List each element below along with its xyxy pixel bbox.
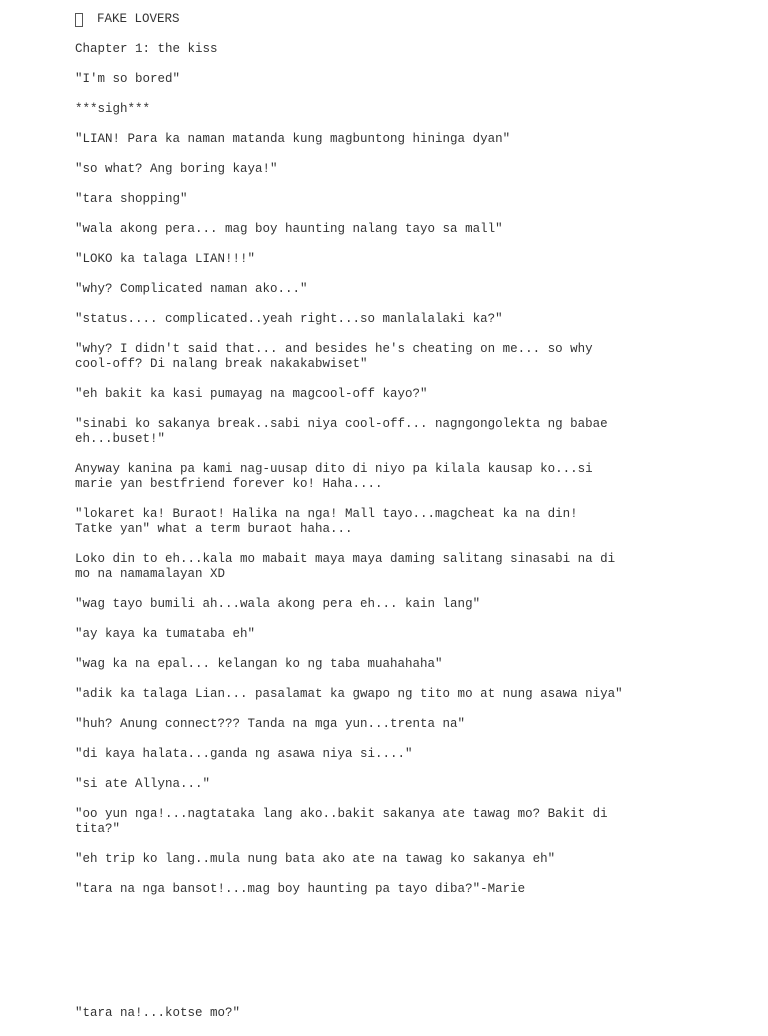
- paragraph: "tara shopping": [75, 192, 188, 206]
- paragraph: "why? I didn't said that... and besides he's cheating on me... so why cool-off? Di nalang break nakakabwiset": [75, 342, 593, 371]
- paragraph: "why? Complicated naman ako...": [75, 282, 308, 296]
- missing-glyph-icon: [75, 13, 83, 27]
- paragraph: "LIAN! Para ka naman matanda kung magbuntong hininga dyan": [75, 132, 511, 146]
- paragraph: "LOKO ka talaga LIAN!!!": [75, 252, 256, 266]
- paragraph: "oo yun nga!...nagtataka lang ako..bakit sakanya ate tawag mo? Bakit di tita?": [75, 807, 608, 836]
- paragraph: "I'm so bored": [75, 72, 181, 86]
- paragraph: "eh bakit ka kasi pumayag na magcool-off kayo?": [75, 387, 428, 401]
- paragraph-list: [75, 72, 685, 897]
- document-page: [75, 12, 685, 1036]
- paragraph: "lokaret ka! Buraot! Halika na nga! Mall tayo...magcheat ka na din! Tatke yan" what a term buraot haha...: [75, 507, 578, 536]
- document-title: FAKE LOVERS: [97, 12, 180, 26]
- paragraph: ***sigh***: [75, 102, 151, 116]
- paragraph: "tara na nga bansot!...mag boy haunting pa tayo diba?"-Marie: [75, 882, 526, 896]
- closing-line: "tara na!...kotse mo?": [75, 1006, 241, 1020]
- paragraph: Anyway kanina pa kami nag-uusap dito di niyo pa kilala kausap ko...si marie yan bestfriend forever ko! Haha....: [75, 462, 593, 491]
- paragraph: "eh trip ko lang..mula nung bata ako ate na tawag ko sakanya eh": [75, 852, 556, 866]
- paragraph: Loko din to eh...kala mo mabait maya maya daming salitang sinasabi na di mo na namamalayan XD: [75, 552, 616, 581]
- paragraph: "sinabi ko sakanya break..sabi niya cool-off... nagngongolekta ng babae eh...buset!": [75, 417, 608, 446]
- paragraph: "wag tayo bumili ah...wala akong pera eh... kain lang": [75, 597, 481, 611]
- paragraph: "di kaya halata...ganda ng asawa niya si....": [75, 747, 413, 761]
- paragraph: "huh? Anung connect??? Tanda na mga yun...trenta na": [75, 717, 466, 731]
- paragraph: "status.... complicated..yeah right...so manlalalaki ka?": [75, 312, 503, 326]
- paragraph: "wag ka na epal... kelangan ko ng taba muahahaha": [75, 657, 443, 671]
- paragraph: "so what? Ang boring kaya!": [75, 162, 278, 176]
- title-row: [75, 12, 685, 27]
- paragraph: "adik ka talaga Lian... pasalamat ka gwapo ng tito mo at nung asawa niya": [75, 687, 623, 701]
- chapter-heading: Chapter 1: the kiss: [75, 42, 218, 56]
- paragraph: "ay kaya ka tumataba eh": [75, 627, 256, 641]
- blank-space: [75, 912, 685, 1006]
- paragraph: "wala akong pera... mag boy haunting nalang tayo sa mall": [75, 222, 503, 236]
- paragraph: "si ate Allyna...": [75, 777, 211, 791]
